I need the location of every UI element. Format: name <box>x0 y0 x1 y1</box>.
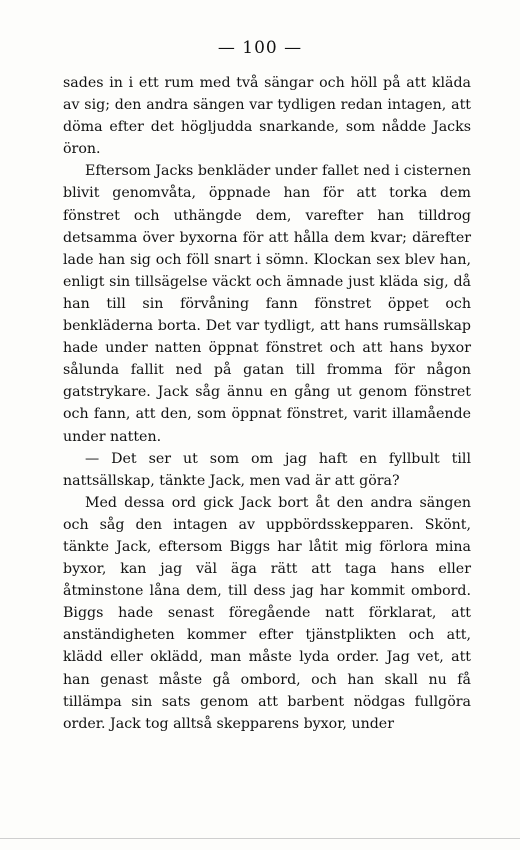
paragraph-dialogue: — Det ser ut som om jag haft en fyllbult till nattsällskap, tänkte Jack, men vad är att göra? <box>63 450 471 489</box>
page-number: — 100 — <box>217 38 303 58</box>
paragraph-continuation: sades in i ett rum med två sängar och höll på att kläda av sig; den andra sängen var tydligen redan intagen, att döma efter det högljudda snarkande, som nådde Jacks öron. <box>63 75 471 158</box>
paragraph: Eftersom Jacks benkläder under fallet ned i cisternen blivit genomvåta, öppnade han för att torka dem fönstret och uthängde dem, varefter han tilldrog detsamma över byxorna för att hålla dem kvar; därefter lade han sig och föll snart i sömn. Klockan sex blev han, enligt sin tillsägelse väckt och ämnade just kläda sig, då han till sin förvåning fann fönstret öppet och benkläderna borta. Det var tydligt, att hans rumsällskap hade under natten öppnat fönstret och att hans byxor sålunda fallit ned på gatan till fromma för någon gatstrykare. Jack såg ännu en gång ut genom fönstret och fann, att den, som öppnat fönstret, varit illamående under natten. <box>63 163 471 445</box>
paragraph: Med dessa ord gick Jack bort åt den andra sängen och såg den intagen av uppbördsskepparen. Skönt, tänkte Jack, eftersom Biggs har låtit mig förlora mina byxor, kan jag väl äga rätt att taga hans eller åtminstone låna dem, till dess jag har kommit ombord. Biggs hade senast föregående natt förklarat, att anständigheten kommer efter tjänstplikten och att, klädd eller oklädd, man måste lyda order. Jag vet, att han genast måste gå ombord, och han skall nu få tillämpa sin sats genom att barbent nödgas fullgöra order. Jack tog alltså skepparens byxor, under <box>63 494 471 732</box>
body-text <box>63 72 471 735</box>
page-bottom-edge <box>0 838 520 839</box>
